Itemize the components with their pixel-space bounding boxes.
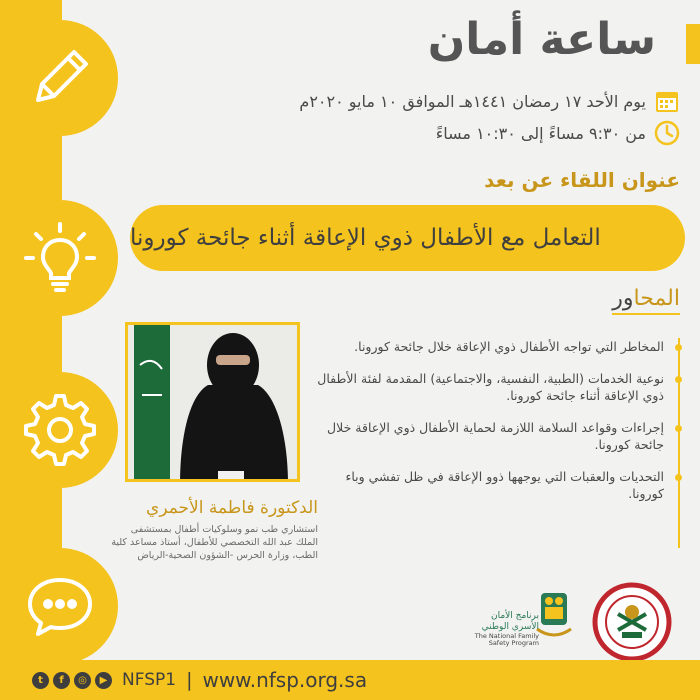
youtube-icon[interactable]: ▶ [95, 672, 112, 689]
speaker-photo [125, 322, 300, 482]
list-item: التحديات والعقبات التي يوجهها ذوو الإعاقة في ظل تفشي وباء كورونا. [312, 468, 682, 503]
footer-separator: | [186, 669, 193, 691]
program-logo-english: The National Family Safety Program [474, 632, 539, 648]
axes-title-highlight: المحا [633, 286, 680, 311]
list-item: إجراءات وقواعد السلامة اللازمة لحماية الأطفال ذوي الإعاقة خلال جائحة كورونا. [312, 419, 682, 454]
national-family-safety-program-logo [465, 585, 575, 655]
footer-bar [0, 660, 700, 700]
facebook-icon[interactable]: f [53, 672, 70, 689]
gear-icon [2, 372, 118, 488]
pencil-icon [2, 20, 118, 136]
social-icons [32, 672, 112, 689]
list-item: نوعية الخدمات (الطبية، النفسية، والاجتماعية) المقدمة لفئة الأطفال ذوي الإعاقة أثناء جائحة كورونا. [312, 370, 682, 405]
topic-title-box [130, 205, 685, 271]
page-title: ساعة أمان [427, 14, 656, 65]
date-row [299, 88, 680, 114]
speaker-name: الدكتورة فاطمة الأحمري [146, 498, 318, 518]
list-item: المخاطر التي تواجه الأطفال ذوي الإعاقة خلال جائحة كورونا. [312, 338, 682, 356]
speaker-bio: استشاري طب نمو وسلوكيات أطفال بمستشفى الملك عبد الله التخصصي للأطفال، أستاذ مساعد كلية الطب، وزارة الحرس -الشؤون الصحية-الرياض [111, 524, 318, 561]
speech-bubble-icon [2, 548, 118, 664]
event-date: يوم الأحد ١٧ رمضان ١٤٤١هـ الموافق ١٠ مايو ٢٠٢٠م [299, 91, 646, 111]
axes-section-title [612, 286, 680, 315]
time-row [436, 120, 680, 146]
lightbulb-icon [2, 200, 118, 316]
clock-icon [654, 120, 680, 146]
program-logo-arabic: برنامج الأمان الأسري الوطني [481, 611, 539, 633]
national-guard-emblem [592, 582, 672, 662]
event-time: من ٩:٣٠ مساءً إلى ١٠:٣٠ مساءً [435, 123, 646, 143]
calendar-icon [654, 88, 680, 114]
twitter-icon[interactable]: t [32, 672, 49, 689]
social-handle: NFSP1 [122, 670, 177, 690]
topic-heading: عنوان اللقاء عن بعد [484, 168, 680, 192]
axes-title-rest: ور [612, 286, 634, 311]
instagram-icon[interactable]: ◎ [74, 672, 91, 689]
website-link[interactable]: www.nfsp.org.sa [202, 668, 368, 692]
topic-title: التعامل مع الأطفال ذوي الإعاقة أثناء جائحة كورونا [130, 225, 601, 251]
axes-list [312, 338, 682, 517]
title-accent-bar [686, 24, 700, 64]
